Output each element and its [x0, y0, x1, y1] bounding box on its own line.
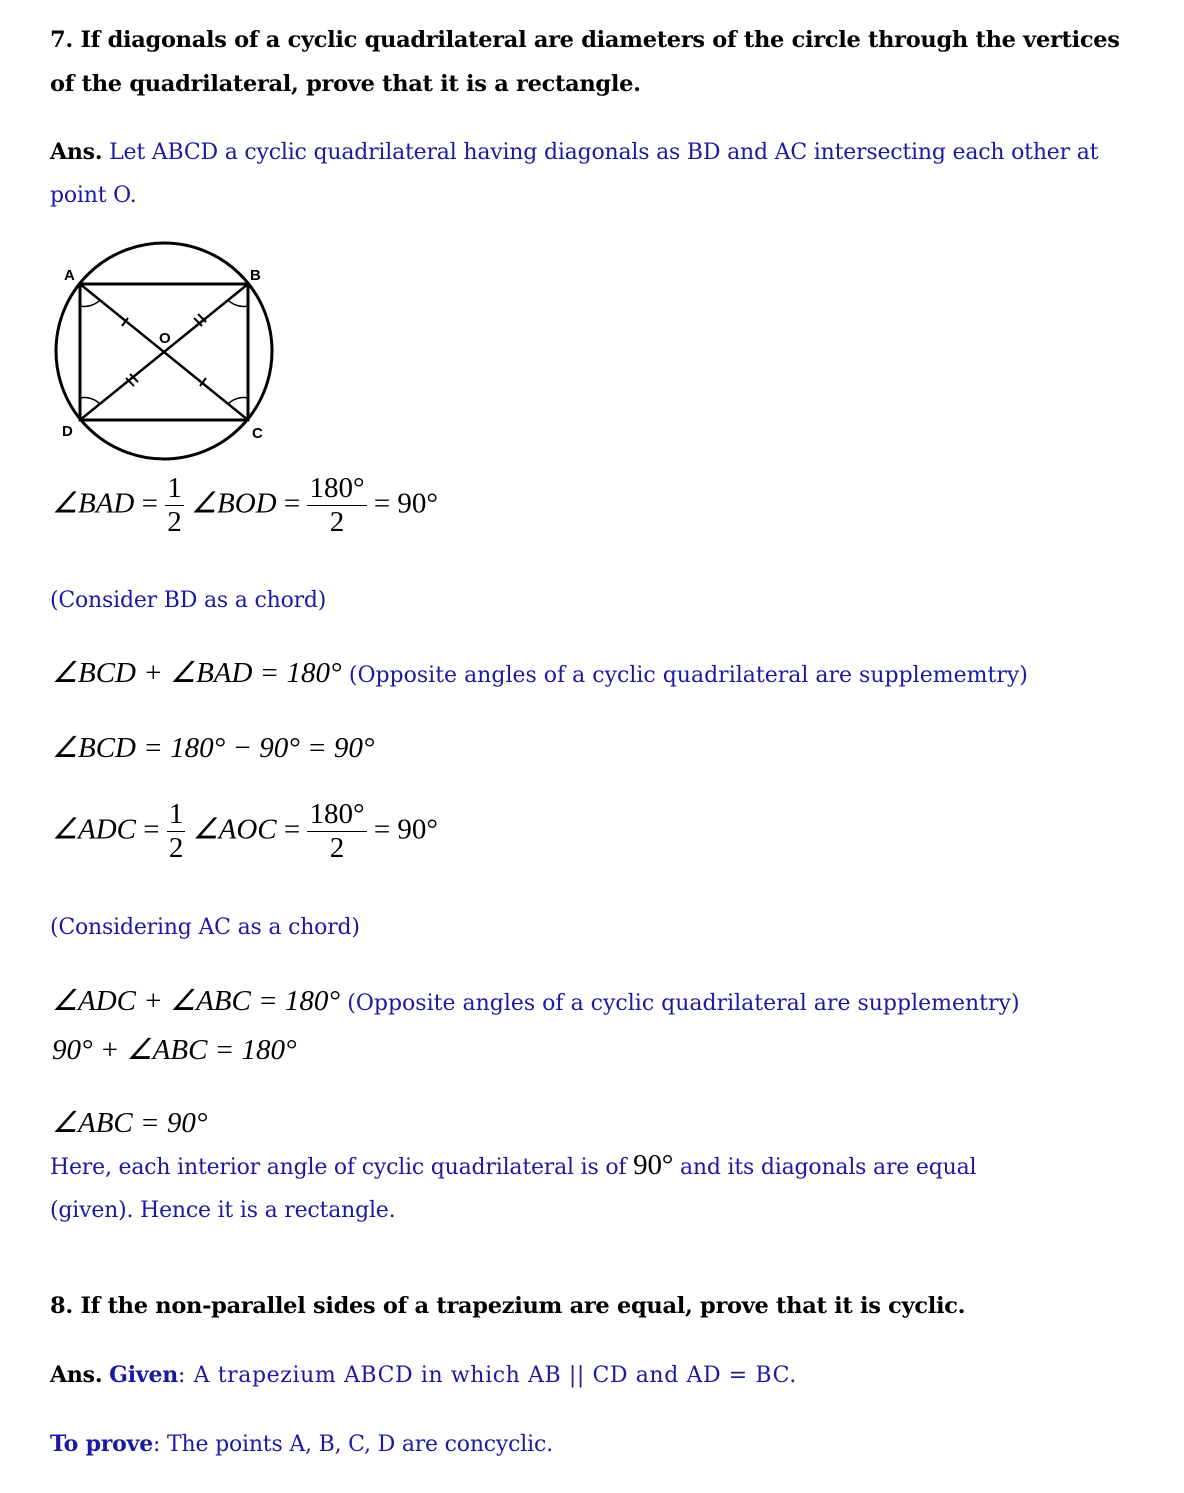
question-8	[50, 1284, 1140, 1328]
eq7-expr: ∠ABC = 90°	[52, 1107, 208, 1139]
note-bd-chord: (Consider BD as a chord)	[50, 588, 327, 613]
label-c: C	[252, 425, 263, 442]
angle-mark-d	[80, 398, 100, 404]
angle-mark-a	[80, 300, 100, 306]
eq4-frac-numerator: 1	[167, 798, 186, 832]
eq1-frac-denominator: 2	[167, 506, 182, 539]
eq4-mid: ∠AOC	[192, 813, 277, 846]
cyclic-quadrilateral-figure	[44, 240, 284, 470]
eq4-lhs: ∠ADC	[52, 813, 136, 846]
equation-bcd-bad	[52, 655, 1028, 690]
conclusion-value: 90°	[633, 1149, 674, 1181]
label-a: A	[64, 267, 75, 284]
eq4-equals: =	[143, 813, 160, 846]
label-d: D	[62, 423, 73, 440]
eq3-expr: ∠BCD = 180° − 90° = 90°	[52, 732, 375, 764]
eq5-expr: ∠ADC + ∠ABC = 180°	[52, 985, 341, 1017]
equation-90-abc	[52, 1032, 297, 1067]
eq4-frac2-numerator: 180°	[307, 798, 366, 832]
question-7	[50, 18, 1140, 106]
answer-8-label: Ans.	[50, 1362, 103, 1388]
question-8-number: 8.	[50, 1293, 73, 1319]
eq2-expr: ∠BCD + ∠BAD = 180°	[52, 657, 342, 689]
eq1-frac-numerator: 1	[165, 472, 184, 506]
eq1-equals: =	[141, 487, 158, 520]
equation-bad	[52, 472, 438, 540]
equation-adc-abc	[52, 983, 1020, 1018]
conclusion	[50, 1144, 1060, 1232]
eq5-note: (Opposite angles of a cyclic quadrilateral are supplementry)	[347, 991, 1020, 1016]
equation-adc	[52, 798, 438, 866]
eq1-frac2-numerator: 180°	[307, 472, 366, 506]
eq4-frac-denominator: 2	[168, 832, 184, 865]
label-b: B	[250, 267, 261, 284]
eq4-rhs: = 90°	[373, 813, 439, 846]
eq6-expr: 90° + ∠ABC = 180°	[52, 1034, 297, 1066]
angle-mark-c	[228, 398, 248, 404]
eq1-fraction-180	[307, 472, 366, 540]
answer-7-intro	[50, 131, 1140, 217]
conclusion-part1: Here, each interior angle of cyclic quadrilateral is of	[50, 1155, 627, 1180]
question-7-text: If diagonals of a cyclic quadrilateral are diameters of the circle through the vertices of the quadrilateral, prove that it is a rectangle.	[50, 27, 1120, 97]
eq4-fraction-180	[307, 798, 366, 866]
angle-mark-b	[228, 300, 248, 306]
eq1-lhs: ∠BAD	[52, 487, 135, 520]
answer-8-given	[50, 1354, 797, 1397]
eq1-fraction-half	[165, 472, 184, 540]
answer-8-to-prove	[50, 1423, 553, 1466]
eq1-equals-2: =	[283, 487, 301, 520]
eq4-equals-2: =	[283, 813, 301, 846]
eq1-frac2-denominator: 2	[329, 506, 345, 539]
eq2-note: (Opposite angles of a cyclic quadrilateral are supplememtry)	[348, 663, 1028, 688]
note-ac-chord: (Considering AC as a chord)	[50, 915, 360, 940]
eq4-frac2-denominator: 2	[329, 832, 345, 865]
to-prove-label: To prove	[50, 1431, 154, 1457]
eq1-mid: ∠BOD	[190, 487, 277, 520]
given-label: Given	[109, 1362, 179, 1388]
eq4-fraction-half	[167, 798, 186, 866]
given-text: : A trapezium ABCD in which AB || CD and AD = BC.	[178, 1363, 797, 1388]
eq1-rhs: = 90°	[373, 487, 439, 520]
question-8-text: If the non-parallel sides of a trapezium are equal, prove that it is cyclic.	[80, 1293, 966, 1319]
equation-abc	[52, 1105, 207, 1140]
question-7-number: 7.	[50, 27, 73, 53]
answer-7-label: Ans.	[50, 139, 103, 165]
conclusion-part2: and its diagonals are equal (given). Hence it is a rectangle.	[50, 1155, 977, 1223]
equation-bcd	[52, 730, 375, 765]
answer-7-text: Let ABCD a cyclic quadrilateral having diagonals as BD and AC intersecting each other at point O.	[50, 140, 1099, 208]
label-o: O	[159, 330, 171, 347]
to-prove-text: : The points A, B, C, D are concyclic.	[153, 1432, 553, 1457]
